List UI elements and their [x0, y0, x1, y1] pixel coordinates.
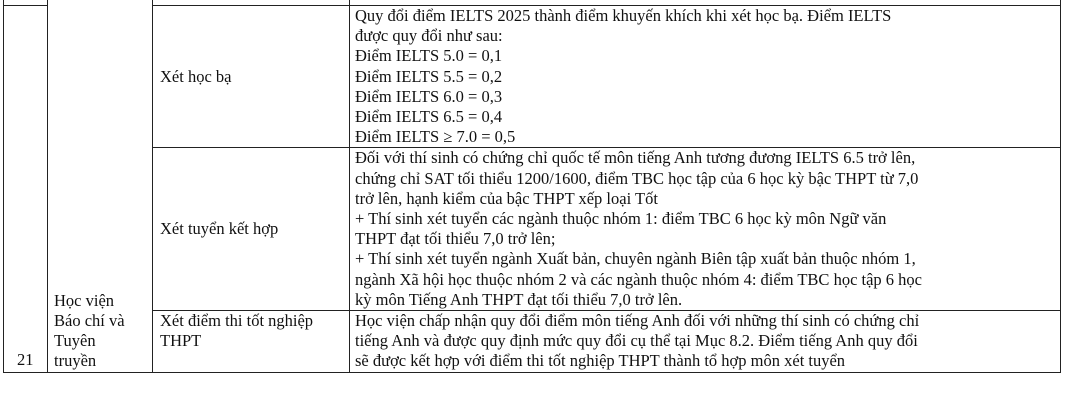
description-line: Học viện chấp nhận quy đổi điểm môn tiếng Anh đối với những thí sinh có chứng chỉ — [355, 311, 920, 331]
method-name: Xét điểm thi tốt nghiệp — [160, 311, 314, 331]
description-line: chứng chỉ SAT tối thiểu 1200/1600, điểm TBC học tập của 6 học kỳ bậc THPT từ 7,0 — [355, 168, 919, 188]
method-name-cell — [153, 148, 350, 311]
table-row — [4, 148, 1061, 311]
method-name: THPT — [160, 331, 202, 351]
school-name-line: Học viện — [54, 290, 115, 310]
method-name: Xét tuyển kết hợp — [160, 219, 279, 239]
method-description-cell — [350, 6, 1061, 148]
school-name-line: Tuyên — [54, 331, 96, 351]
description-line: Điểm IELTS ≥ 7.0 = 0,5 — [355, 127, 516, 147]
method-name: Xét học bạ — [160, 66, 232, 86]
description-line: Điểm IELTS 6.0 = 0,3 — [355, 86, 503, 106]
description-line: tiếng Anh và được quy định mức quy đổi cụ thể tại Mục 8.2. Điểm tiếng Anh quy đổi — [355, 331, 918, 351]
description-line: Điểm IELTS 5.5 = 0,2 — [355, 66, 503, 86]
table-row — [4, 6, 1061, 148]
description-line: ngành Xã hội học thuộc nhóm 2 và các ngành thuộc nhóm 4: điểm TBC học tập 6 học — [355, 269, 922, 289]
description-line: + Thí sinh xét tuyển ngành Xuất bản, chuyên ngành Biên tập xuất bản thuộc nhóm 1, — [355, 249, 916, 269]
description-line: Điểm IELTS 6.5 = 0,4 — [355, 107, 503, 127]
description-line: THPT đạt tối thiểu 7,0 trở lên; — [355, 229, 556, 249]
school-name-line: truyền — [54, 351, 97, 371]
description-line: + Thí sinh xét tuyển các ngành thuộc nhóm 1: điểm TBC 6 học kỳ môn Ngữ văn — [355, 209, 887, 229]
description-line: được quy đổi như sau: — [355, 26, 503, 46]
method-name-cell — [153, 6, 350, 148]
description-line: trở lên, hạnh kiểm của bậc THPT xếp loại Tốt — [355, 188, 658, 208]
school-name-cell — [48, 6, 153, 373]
row-number: 21 — [17, 350, 34, 370]
description-line: Đối với thí sinh có chứng chỉ quốc tế môn tiếng Anh tương đương IELTS 6.5 trở lên, — [355, 148, 916, 168]
description-line: Quy đổi điểm IELTS 2025 thành điểm khuyến khích khi xét học bạ. Điểm IELTS — [355, 6, 892, 25]
description-line: kỳ môn Tiếng Anh THPT đạt tối thiểu 7,0 trở lên. — [355, 289, 683, 309]
method-name-cell — [153, 311, 350, 373]
row-number-cell — [4, 6, 48, 373]
admission-table — [3, 0, 1061, 373]
school-name-line: Báo chí và — [54, 311, 125, 331]
method-description-cell — [350, 311, 1061, 373]
description-line: Điểm IELTS 5.0 = 0,1 — [355, 46, 503, 66]
description-line: sẽ được kết hợp với điểm thi tốt nghiệp THPT thành tổ hợp môn xét tuyển — [355, 351, 846, 371]
method-description-cell — [350, 148, 1061, 311]
table-row — [4, 311, 1061, 373]
